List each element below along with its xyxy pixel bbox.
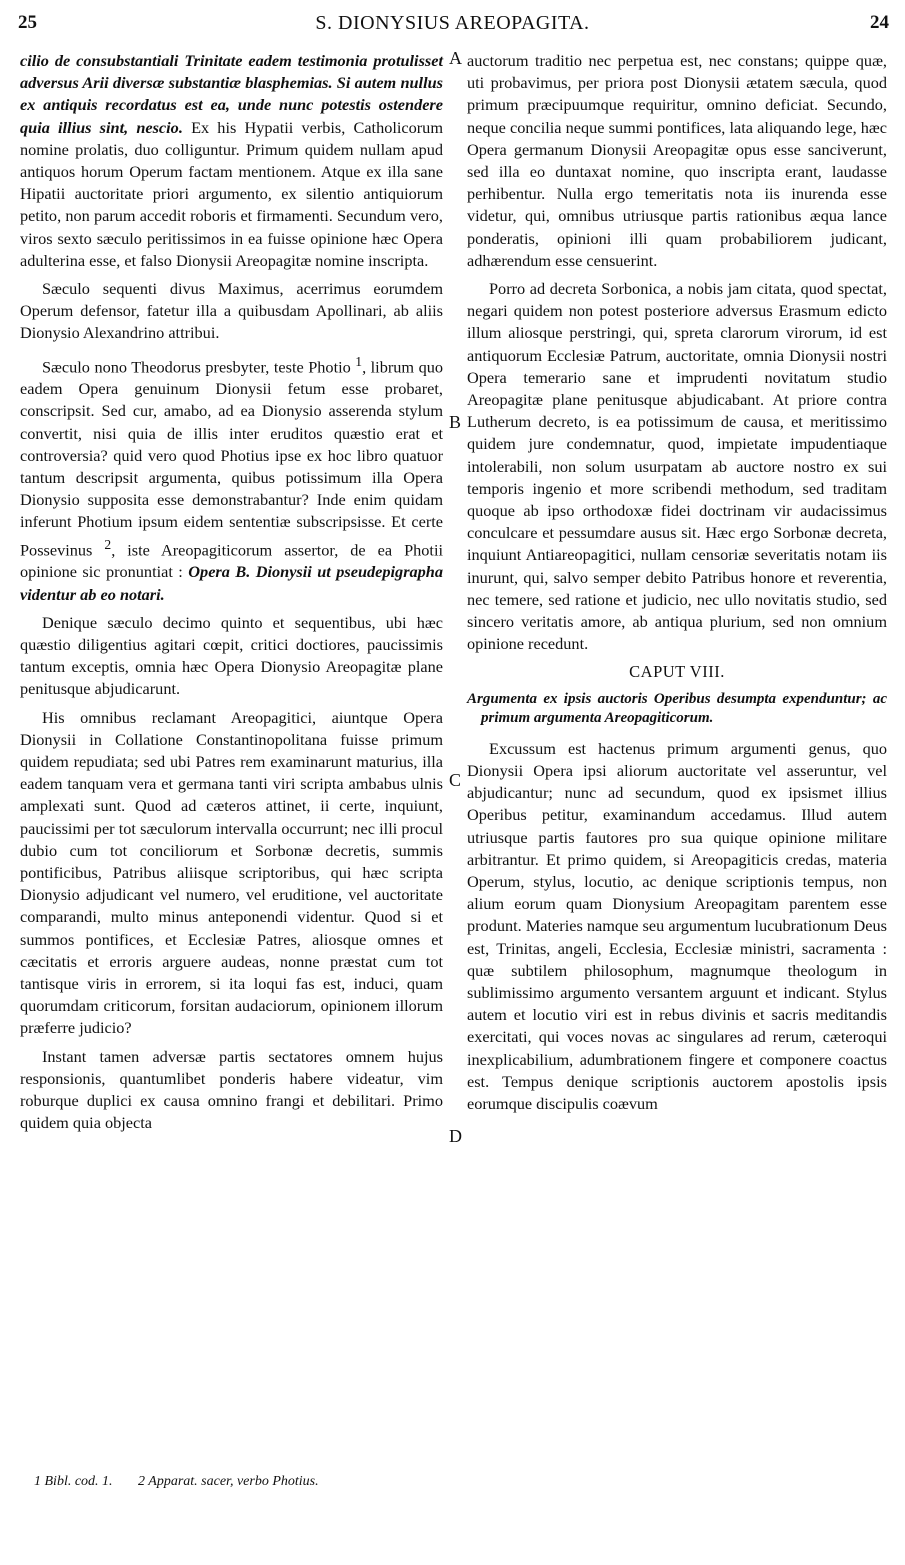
- paragraph: Sæculo sequenti divus Maximus, acerrimus eorumdem Operum defensor, fatetur illa a quibusdam Apollinari, ab aliis Dionysio Alexandrino attribui.: [20, 279, 443, 343]
- footnotes: [34, 1474, 341, 1490]
- footnote: 2 Apparat. sacer, verbo Photius.: [138, 1474, 319, 1489]
- page-number-left: 25: [18, 12, 37, 33]
- paragraph-text: , iste Areopagiticorum assertor, de ea Photii opinione sic pronuntiat :: [20, 540, 443, 582]
- margin-letter-a: A: [449, 48, 462, 68]
- chapter-summary: Argumenta ex ipsis auctoris Operibus desumpta expenduntur; ac primum argumenta Areopagiticorum.: [467, 690, 887, 726]
- paragraph-text: Sæculo nono Theodorus presbyter, teste Photio: [42, 357, 351, 377]
- paragraph: Porro ad decreta Sorbonica, a nobis jam citata, quod spectat, negari quidem non potest posteriore adversus Erasmum edicto illum aliosque perstringi, qui, spreta clarorum virorum, id est antiquorum Ecclesiæ Patrum, auctoritate, omnia Dionysii nostri Opera temerario sane et imprudenti novitatum studio Areopagitæ plane penitusque abjudicabant. At priore contra Lutherum decreto, is ea potissimum de causa, et meritissimo quidem jure condemnatur, quod, impietate impudentiaque intolerabili, non solum usurpatam ab auctore nostro ex sui temporis ingenio et more scribendi methodum, sed traditam quoque ab ipso orthodoxæ fidei doctrinam vir audacissimus conculcare et pessumdare ausus sit. Hæc ergo Sorbonæ decreta, inquiunt Antiareopagitici, nullam censoriæ severitatis notam iis inurunt, qui, salvo semper debito Patribus honore et reverentia, nec temere, sed ratione et judicio, nec ullo novitatis studio, sed sincero veritatis amore, ab antiqua plurium, sed non omnium opinione recedunt.: [467, 279, 887, 654]
- margin-letter-d: D: [449, 1126, 462, 1146]
- chapter-heading: CAPUT VIII.: [629, 662, 725, 682]
- quotation-italic: cilio de consubstantiali Trinitate eadem testimonia protulisset adversus Arii diversæ substantiæ blasphemias. Si autem nullus ex antiquis recordatus est ea, unde nunc potestis ostendere quia illius sint, nescio.: [20, 51, 443, 137]
- left-column: [20, 50, 443, 1134]
- running-title: S. DIONYSIUS AREOPAGITA.: [315, 12, 590, 34]
- paragraph: [20, 351, 443, 606]
- paragraph: His omnibus reclamant Areopagitici, aiuntque Opera Dionysii in Collatione Constantinopolitana fuisse primum quidem repudiata; sed ubi Patres rem examinarunt maturius, illa eadem tanquam vera et germana tanti viri scripta ambabus ulnis amplexati sunt. Quod ad cæteros attinet, ii certe, inquiunt, paucissimi per tot sæculorum intervalla occurrunt; nec illi procul dubio cum tot conciliorum et Sorbonæ decretis, summis pontificibus, Patribus aliisque scriptoribus, qui hæc scripta Dionysio adjudicant vel numero, vel eruditione, vel auctoritate comparandi, multo minus anteponendi videntur. Quod si et summos pontifices, et Ecclesiæ Patres, aliosque omnes et cæcitatis et erroris arguere audeas, nonne præstat cum tot tantisque viris in errorem, si ita loqui fas est, induci, quam quorumdam criticorum, forsitan audaciorum, opinionem illorum præferre judicio?: [20, 707, 443, 1038]
- margin-letter-b: B: [449, 412, 462, 432]
- paragraph: Instant tamen adversæ partis sectatores omnem hujus responsionis, quantumlibet ponderis habere videatur, vim roburque duplici ex causa omnino frangi et debilitari. Primo quidem quia objecta: [20, 1046, 443, 1133]
- paragraph: [20, 50, 443, 272]
- paragraph-text: Ex his Hypatii verbis, Catholicorum nomine prolatis, duo colliguntur. Primum quidem nullam apud antiquos horum Operum factam mentionem. Atque ex illa sane Hipatii auctoritate priori argumento, ex silentio antiquiorum petito, non parum accedit roboris et firmamenti. Secundum vero, viros sexto sæculo peritissimos in ea fuisse opinione hæc Opera adulterina esse, et falso Dionysii Areopagitæ nomine inscripta.: [20, 117, 443, 270]
- paragraph: auctorum traditio nec perpetua est, nec constans; quippe quæ, uti probavimus, per priora post Dionysii ætatem sæcula, quod primum præcipuumque requiritur, omnino deficiat. Secundo, neque concilia neque summi pontifices, lata aliquando lege, hæc Opera germanum Dionysii Areopagitæ opus esse sanciverunt, sed illa eo duntaxat nomine, quo inscripta erant, laudasse perhibentur. Nulla ergo temeritatis nota iis inurenda esse videtur, qui, omnibus utriusque partis rationibus æqua lance ponderatis, opinioni illi quam probabiliorem judicant, adhærendum esse censuerint.: [467, 51, 887, 270]
- paragraph: Excussum est hactenus primum argumenti genus, quo Dionysii Opera ipsi aliorum auctoritate vel asseruntur, vel abjudicantur; nunc ad secundum, quod ex ipsismet illius Operibus petitur, examinandum accedamus. Illud autem utriusque partis fautores pro sua quique opinione militare arbitrantur. Et primo quidem, si Areopagiticis credas, materia Operum, stylus, locutio, ac denique scriptionis tempus, non alium eorum quam Dionysium Areopagitam parentem esse produnt. Materies namque seu argumentum lucubrationum Deus est, Trinitas, angeli, Ecclesia, Ecclesiæ ministri, sacramenta : quæ subtilem philosophum, magnumque theologum in sublimissimo argumento versantem arguunt et indicant. Stylus autem et locutio viri est in rebus divinis et sacris meditandis exercitati, qui voces novas ac singulares ad rerum, cæteroqui inexplicabilium, adumbrationem fingere et componere coactus est. Tempus denique scriptionis auctorem apostolis ipsis eorumque discipulis coævum: [467, 738, 887, 1113]
- paragraph-text: , librum quo eadem Opera genuinum Dionysii fetum esse probaret, conscripsit. Sed cur, amabo, ad ea Dionysio asserenda stylum convertit, nisi quia de illis inter eruditos quæstio erat et controversia? quid vero quod Photius ipse ex hoc libro quatuor tantum descripsit argumenta, quibus potissimum illa Opera Dionysio supposita esse demonstrabantur? Inde enim quidam inferunt Photium ipsum eidem sententiæ subscripsisse. Et certe Possevinus: [20, 357, 444, 560]
- paragraph: Denique sæculo decimo quinto et sequentibus, ubi hæc quæstio diligentius agitari cœpit, critici doctiores, paucissimis tantum exceptis, omnia hæc Opera Dionysio Areopagitæ plane penitusque abjudicarunt.: [20, 612, 443, 699]
- quotation-italic: Opera B. Dionysii ut pseudepigrapha videntur ab eo notari.: [20, 562, 444, 604]
- footnote-ref: 1: [355, 353, 363, 369]
- page-number-right: 24: [870, 12, 889, 33]
- running-header: [0, 12, 905, 42]
- footnote: 1 Bibl. cod. 1.: [34, 1474, 113, 1489]
- right-column: [467, 50, 887, 1115]
- footnote-ref: 2: [104, 536, 112, 552]
- margin-letter-c: C: [449, 770, 462, 790]
